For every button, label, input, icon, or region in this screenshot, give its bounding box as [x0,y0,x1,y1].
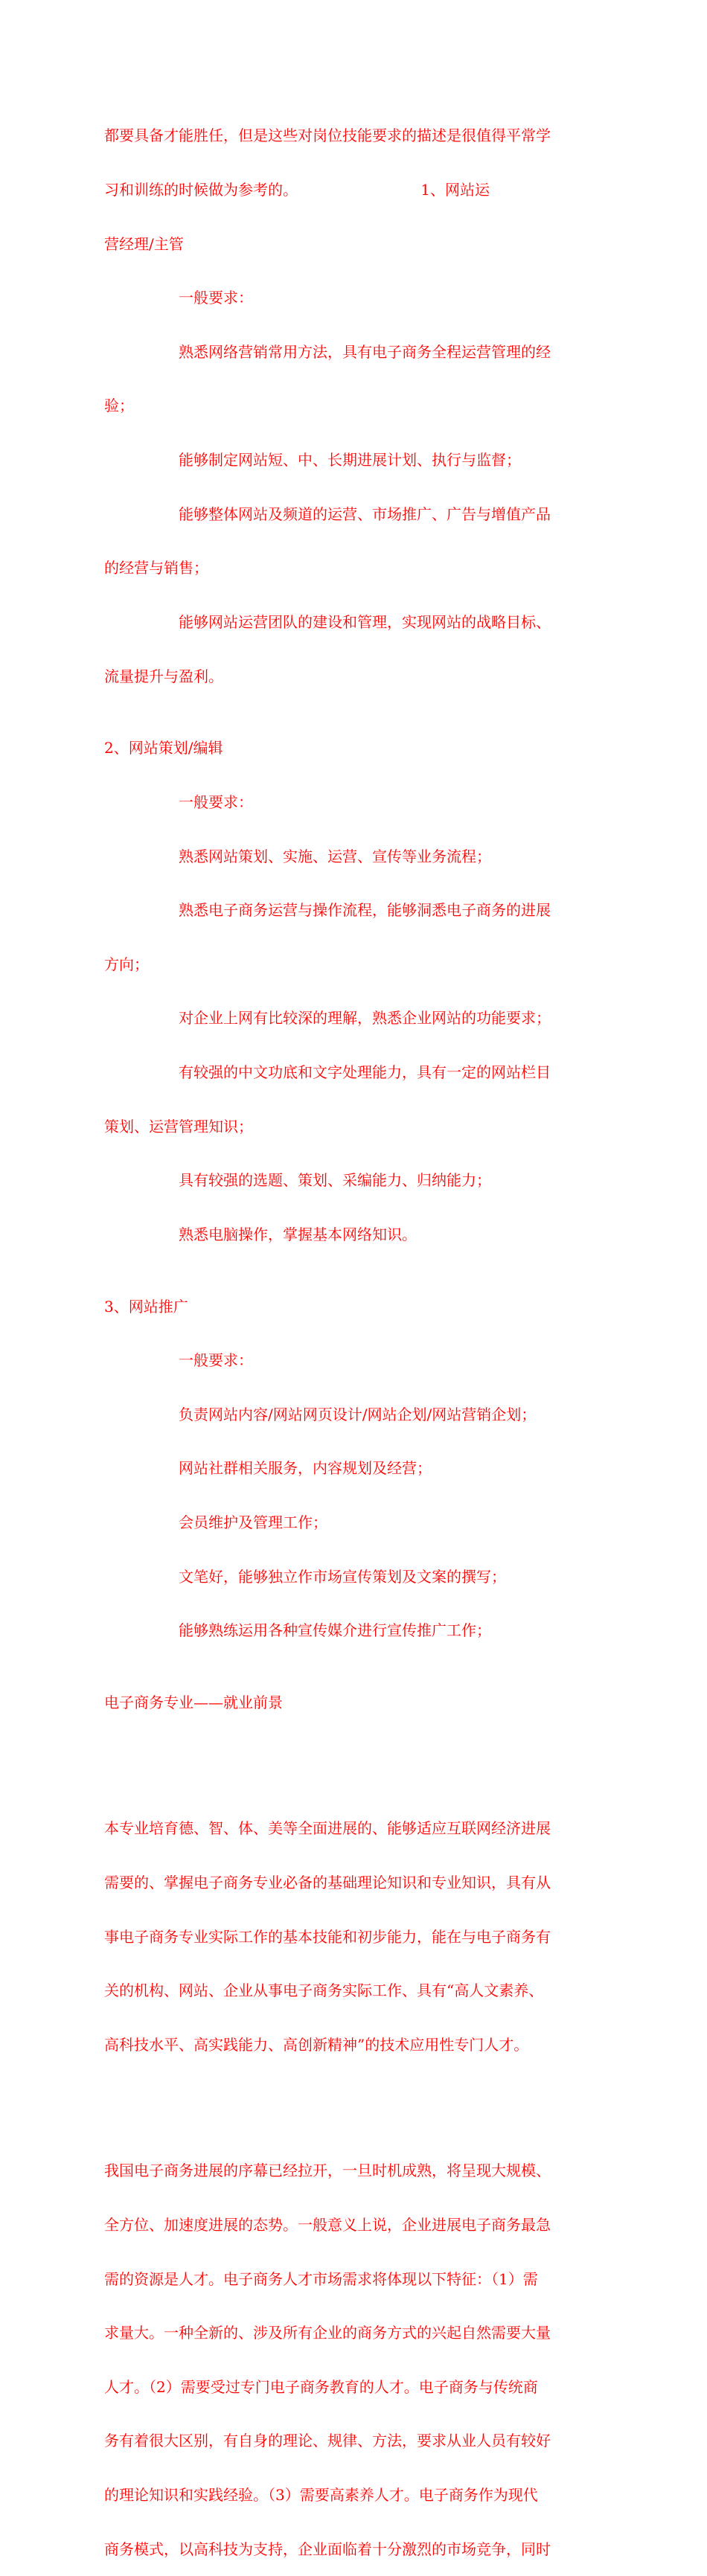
blank-line [104,2090,599,2108]
text-line: 习和训练的时候做为参考的。 1、网站运 [104,181,490,199]
requirement-item-continued: 流量提升与盈利。 [104,667,223,685]
requirement-item: 文笔好，能够独立作市场宣传策划及文案的撰写； [179,1567,506,1586]
blank-line [104,1748,599,1766]
document-page [104,91,599,2576]
paragraph-line: 本专业培育德、智、体、美等全面进展的、能够适应互联网经济进展 [104,1819,551,1838]
paragraph-line: 事电子商务专业实际工作的基本技能和初步能力，能在与电子商务有 [104,1927,551,1946]
section-heading-2: 2、网站策划/编辑 [104,739,223,757]
requirements-label: 一般要求： [179,1351,253,1370]
paragraph-line: 关的机构、网站、企业从事电子商务实际工作、具有“高人文素养、 [104,1981,544,2000]
requirements-label: 一般要求： [179,792,253,811]
paragraph-line: 商务模式，以高科技为支持，企业面临着十分激烈的市场竞争，同时 [104,2540,551,2558]
text-line: 都要具备才能胜任，但是这些对岗位技能要求的描述是很值得平常学 [104,126,551,145]
section-heading-1: 营经理/主管 [104,234,184,253]
requirement-item: 有较强的中文功底和文字处理能力，具有一定的网站栏目 [179,1063,551,1081]
paragraph-line: 务有着很大区别，有自身的理论、规律、方法，要求从业人员有较好 [104,2432,551,2450]
requirements-label: 一般要求： [179,289,253,307]
requirement-item: 熟悉电子商务运营与操作流程，能够洞悉电子商务的进展 [179,901,551,920]
requirement-item-continued: 验； [104,397,134,415]
employment-prospects-heading: 电子商务专业——就业前景 [104,1694,283,1712]
paragraph-line: 全方位、加速度进展的态势。一般意义上说，企业进展电子商务最急 [104,2215,551,2234]
requirement-item: 能够制定网站短、中、长期进展计划、执行与监督； [179,451,521,470]
requirement-item: 网站社群相关服务，内容规划及经营； [179,1459,432,1478]
paragraph-line: 需要的、掌握电子商务专业必备的基础理论知识和专业知识，具有从 [104,1874,551,1892]
requirement-item: 会员维护及管理工作； [179,1513,327,1532]
requirement-item: 能够熟练运用各种宣传媒介进行宣传推广工作； [179,1621,491,1640]
requirement-item-continued: 方向； [104,955,149,973]
requirement-item: 熟悉网络营销常用方法，具有电子商务全程运营管理的经 [179,342,551,361]
requirement-item: 具有较强的选题、策划、采编能力、归纳能力； [179,1171,491,1190]
requirement-item-continued: 策划、运营管理知识； [104,1117,253,1135]
paragraph-line: 高科技水平、高实践能力、高创新精神”的技术应用性专门人才。 [104,2035,529,2054]
requirement-item-continued: 的经营与销售； [104,559,208,577]
requirement-item: 对企业上网有比较深的理解，熟悉企业网站的功能要求； [179,1009,551,1028]
paragraph-line: 求量大。一种全新的、涉及所有企业的商务方式的兴起自然需要大量 [104,2324,551,2342]
requirement-item: 熟悉网站策划、实施、运营、宣传等业务流程； [179,847,491,865]
requirement-item: 能够网站运营团队的建设和管理，实现网站的战略目标、 [179,612,551,631]
requirement-item: 负责网站内容/网站网页设计/网站企划/网站营销企划； [179,1405,537,1423]
paragraph-line: 我国电子商务进展的序幕已经拉开，一旦时机成熟，将呈现大规模、 [104,2162,551,2180]
section-heading-3: 3、网站推广 [104,1297,188,1316]
paragraph-line: 的理论知识和实践经验。（3）需要高素养人才。电子商务作为现代 [104,2485,538,2504]
requirement-item: 熟悉电脑操作，掌握基本网络知识。 [179,1225,417,1243]
requirement-item: 能够整体网站及频道的运营、市场推广、广告与增值产品 [179,504,551,523]
paragraph-line: 需的资源是人才。电子商务人才市场需求将体现以下特征：（1）需 [104,2269,538,2288]
paragraph-line: 人才。（2）需要受过专门电子商务教育的人才。电子商务与传统商 [104,2377,538,2396]
